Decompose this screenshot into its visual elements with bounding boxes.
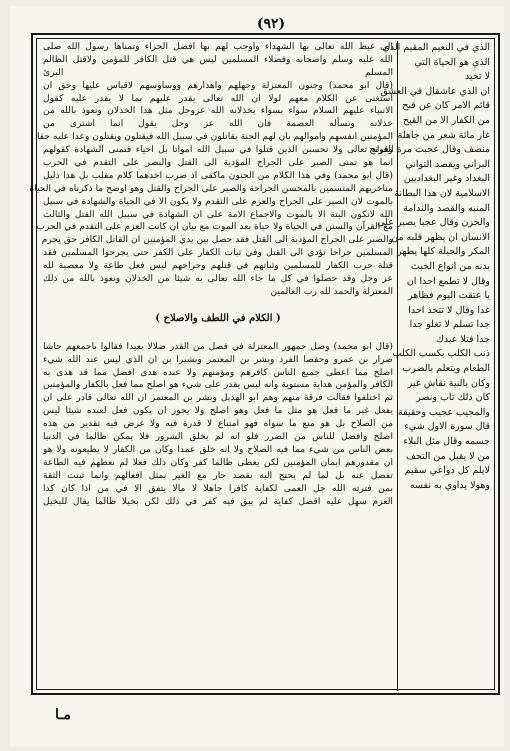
margin-line: الانسان ان يظهر قلبه من bbox=[391, 231, 490, 243]
text-line: الكافر والمؤمن هداية مستوية وانه ليس يقدر على شيء هو اصلح مما فعل بالكفار والمؤمنين bbox=[43, 379, 393, 391]
text-frame-inner bbox=[29, 38, 495, 690]
text-line: ان مقدورهم ايمان المؤمنين لكن يعطى ظالما كفر وكان ذلك فعلا لم نعطهم فيه الطاعة bbox=[43, 456, 393, 468]
text-frame bbox=[31, 33, 500, 695]
margin-line: من لا يقبل من التحف bbox=[405, 450, 490, 462]
text-line: استغنى عن الكلام معهم لولا ان الله تعالى يقدر عليهم بما لا يقدر عليه كقول bbox=[43, 92, 393, 104]
text-line: العزم سهل عليه افضل كفاية لم يبق فيه كفر في ذلك لكن بخيلا ظالما يقال للبخيل bbox=[43, 495, 393, 507]
text-line: خذلانه ونسأله العصمة فان الله عز وجل يقول انما اشترى من bbox=[43, 118, 393, 130]
margin-line: يا عتقت اليوم فظاهر bbox=[408, 290, 490, 302]
text-line: (قال ابو محمد) وضل جمهور المعتزلة في فصل من القدر ضلالا بعيدا فقالوا باجمعهم حاشا bbox=[43, 340, 393, 352]
text-line: من الصلاح بل هو منع ما سواه فهو امتناع لا قدرة فيه ولا غرض فيه تقدير من هذه bbox=[43, 418, 393, 430]
text-line: متاخريهم المتسمين بالمحسن الجراحة والصبر على الجراح والقتل وهو اوضح ما ذكرناه في الحياة bbox=[29, 182, 393, 194]
margin-line: بدنه من انواع الخبث bbox=[410, 260, 490, 272]
margin-line: الذي في النعيم المقيم الذي bbox=[382, 42, 490, 53]
margin-line: قائم الامر كان عن قبح bbox=[402, 100, 490, 112]
margin-line: غدا وقال لا تتخذ احدا bbox=[408, 304, 490, 316]
text-line: تفضل عنه بل لما لم يحتج اليه بقصد جار مع الغير بمثل افعالهم وانما ثبتت الثقة bbox=[43, 469, 393, 481]
text-line: بالموت لان الصبر على الجراح والعزم على التقدم ولا يكون الا في الحياة والشهادة في سبيل bbox=[43, 195, 393, 207]
margin-line: والمجيب عجيب وحقيقة bbox=[397, 406, 490, 418]
text-line: ضرار بن عمرو وحفصا الفرد وبشر بن المعتمر وبشيرا بن ان الذي ليس عند الله شيء bbox=[43, 353, 393, 365]
margin-line: ذنب الكلب يكسب الكلب bbox=[392, 348, 490, 360]
text-line: انما هو تمنى الصبر على الجراح المؤدية الى القتل والنصر على التقدم في الحرب bbox=[43, 157, 393, 169]
main-text-column bbox=[29, 41, 393, 691]
text-line: الله لاتكون البتة الا بالموت والاجماع الامة على ان الشهادة في سبيل الله القتل والثالث bbox=[43, 208, 393, 220]
margin-line: لايلم كل دواعي سقيم bbox=[404, 465, 490, 477]
text-line: ثم اختلفوا فقالت فرقة منهم وهم ابو الهذيل وبشر بن المعتمر ان الله تعالى قادر على ان bbox=[43, 392, 393, 404]
text-line: المعتزلة والحمد لله رب العالمين bbox=[270, 285, 393, 297]
margin-line: والحزن وقال عجبا يصبر على bbox=[377, 217, 490, 229]
margin-line: وكان بالنية نقاش غير bbox=[407, 377, 490, 389]
margin-line: كان ذلك تاب ونصر bbox=[416, 392, 490, 404]
text-line: بمن فترته الله جل العمى لكفاية كافرا جاهلا لا مالا يتفق الا في من اذا كان كذا bbox=[43, 482, 393, 494]
text-line: قتلة حرب الكفار للمسلمين وثباتهم في قتلهم وجراحهم ليس فعل طاعة ولا معصية لله bbox=[43, 260, 393, 272]
margin-line: قال سورة الاول شيء bbox=[404, 421, 490, 433]
text-line: (قال ابو محمد) وفي هذا الكلام من الجنون ماكفى اذ ضرب احدهما كلام مقلب بل هذا دليل bbox=[43, 169, 393, 181]
section-heading: ( الكلام في اللطف والاصلاح ) bbox=[155, 312, 281, 324]
document-page bbox=[10, 6, 504, 746]
text-line: الله عليه وسلم واصحابه وفضلاء المسلمين ليس هي قتل الكافر للمؤمن ولاقتل الظالم bbox=[43, 53, 393, 65]
margin-line: من الكفار الا من القبح bbox=[402, 114, 490, 126]
text-line: المسلمين جراحا تؤدي الى القتل وفي ثبات الكفار على الكفر حتى يجرحوا المسلمين فقد bbox=[43, 247, 393, 259]
text-line: (قال ابو محمد) وجنون المعتزلة وجهلهم واهذارهم ووساوسهم لاقياس عليها وحق ان bbox=[43, 79, 393, 91]
margin-line: منصف وقال عجبت مرة الفرنج bbox=[369, 144, 490, 156]
margin-text-column bbox=[369, 41, 492, 691]
text-line: اصلح مما اعطى جميع الناس كافرهم ومؤمنهم ولا عنده هدى افضل مما قد هدى به bbox=[43, 366, 393, 378]
text-line: الى غيظ الله تعالى بها الشهداء واوجب لهم بها افضل الجزاء وتمناها رسول الله صلى bbox=[43, 41, 393, 52]
printer-signature-mark: مـا bbox=[55, 707, 71, 723]
page-number: (٩٢) bbox=[256, 16, 286, 32]
margin-line: الطعام ويتعلم بالضرب bbox=[402, 363, 490, 375]
margin-line: المكر والحيلة كلها يطهر bbox=[397, 246, 490, 258]
text-line: بعض الناس من شيء مما فيه الصلاح ولا انه خلق عمدا وكان من الكفار لا يطيعونه ولا هو bbox=[43, 443, 393, 455]
margin-line: الاسلامية لان هذا البطانة bbox=[394, 187, 490, 199]
margin-line: ان الذي عاشقال في العشق bbox=[380, 85, 490, 97]
margin-line: وهولا يداوي به نفسه bbox=[409, 479, 490, 491]
text-line: والصبر على الجراح المؤدية الى القتل فقد حصل بين يدي المؤمنين ان القاتل الكافر حق يحرم bbox=[41, 234, 393, 246]
text-line: وقوله تعالى ولا تحسبن الذين قتلوا في سبيل الله امواتا بل احياء فتمنى الشهادة كقولهم bbox=[43, 144, 393, 156]
text-line: عز وجل وقد حصلوا في كل ما جاء الله تعالى به شيئا من الخذلان ونعوذ بالله من ذلك bbox=[43, 273, 393, 285]
margin-line: المنبه والقصد والندامة bbox=[403, 202, 490, 214]
margin-line: البغداد وغير البغداديين bbox=[403, 173, 490, 185]
margin-line: جسمه وقال مثل البلاء bbox=[403, 436, 490, 448]
margin-line: لا تحيد bbox=[464, 71, 490, 83]
text-line: اصلح وافضل للناس من الضرر فلو انه لم يخلق الشرور فلا يمكن ظالما في الدنيا bbox=[43, 431, 393, 443]
margin-line: الذي هو الحياة التي bbox=[414, 56, 490, 68]
margin-line: جدا تسلم لا تغلو جدا bbox=[409, 319, 490, 331]
margin-line: البراني ويقصد التواني bbox=[405, 158, 490, 170]
margin-line: جدا فتلا عبدك bbox=[436, 333, 490, 345]
margin-line: وقال لا تطمع احدا ان bbox=[406, 275, 490, 287]
text-line: الانبياء عليهم السلام سواء بسواء بخذلانه الله عزوجل مثل هذا الخذلان ونعوذ بالله من bbox=[43, 105, 393, 117]
text-line: مع القرآن والسنن في الحياة ولا حياة بعد الموت مع بيان ان كانت العزم على التقدم في الحرب bbox=[36, 221, 393, 233]
text-line: المؤمنين انفسهم واموالهم بان لهم الجنة يقاتلون في سبيل الله فيقتلون ويقتلون وعدا عليه حقا bbox=[36, 131, 393, 143]
text-line: يفعل غير ما فعل هو مثل ما فعل وهو اصلح ولا يجوز ان يكون فعل لعبده شيئا ليس bbox=[43, 405, 393, 417]
margin-line: غار مائة شعر من جاهلة bbox=[397, 129, 490, 141]
text-line: المسلم البرئ bbox=[43, 66, 393, 78]
